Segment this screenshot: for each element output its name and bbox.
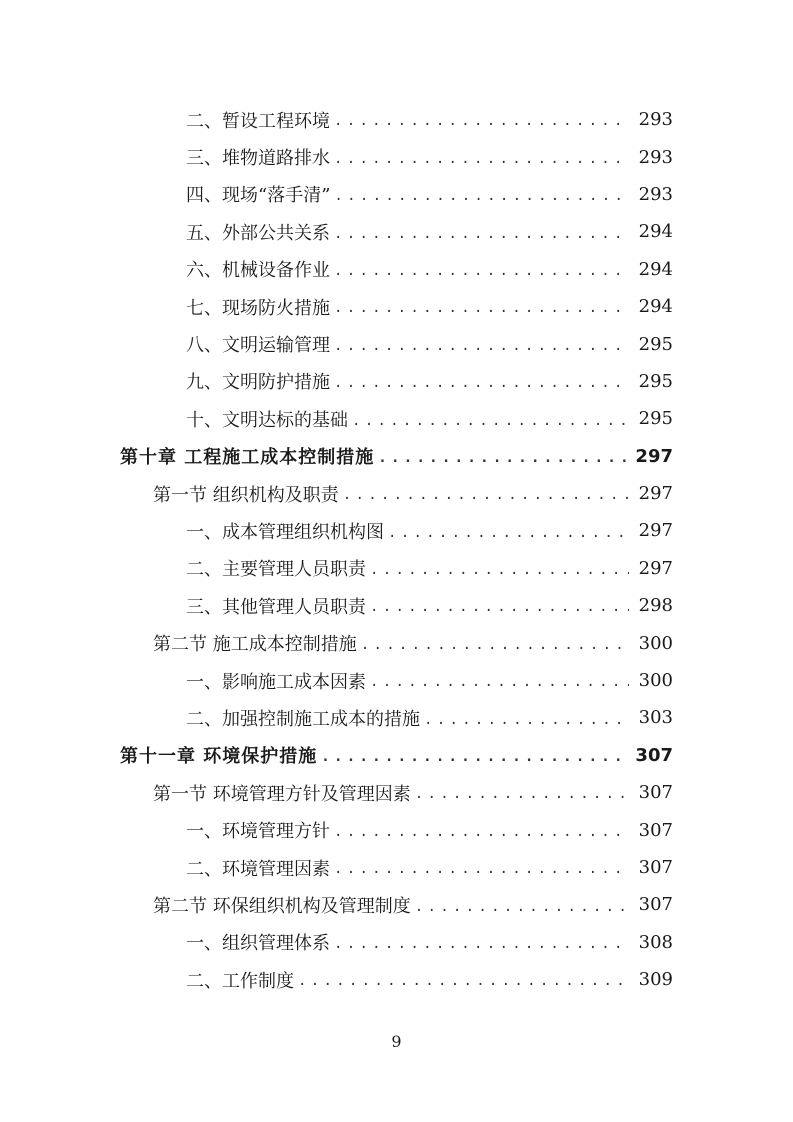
toc-leader-dots	[370, 562, 629, 587]
toc-leader-dots	[334, 861, 629, 886]
toc-leader-dots	[370, 674, 629, 699]
toc-entry-page: 294	[638, 258, 673, 280]
toc-entry[interactable]	[186, 251, 673, 288]
toc-section-title: 第一节 环境管理方针及管理因素	[153, 783, 411, 805]
toc-section-entry[interactable]	[153, 475, 673, 512]
toc-entry[interactable]	[186, 138, 673, 175]
toc-entry[interactable]	[186, 288, 673, 325]
toc-entry-title: 八、文明运输管理	[186, 335, 330, 357]
toc-section-entry[interactable]	[153, 774, 673, 811]
toc-entry-page: 303	[638, 707, 673, 729]
toc-entry-page: 298	[638, 595, 673, 617]
toc-entry-title: 三、其他管理人员职责	[186, 596, 366, 618]
toc-entry[interactable]	[186, 213, 673, 250]
toc-leader-dots	[321, 749, 629, 774]
toc-entry-page: 300	[638, 670, 673, 692]
toc-entry[interactable]	[186, 587, 673, 624]
toc-leader-dots	[378, 450, 629, 475]
toc-leader-dots	[370, 599, 629, 624]
toc-leader-dots	[334, 375, 629, 400]
toc-entry[interactable]	[186, 662, 673, 699]
toc-entry[interactable]	[186, 550, 673, 587]
toc-entry-title: 二、工作制度	[186, 970, 294, 992]
toc-entry-page: 293	[638, 183, 673, 205]
toc-entry-page: 294	[638, 296, 673, 318]
toc-leader-dots	[334, 226, 629, 251]
toc-leader-dots	[415, 899, 629, 924]
toc-section-page: 307	[638, 894, 673, 916]
toc-entry-title: 十、文明达标的基础	[186, 409, 348, 431]
toc-entry-page: 307	[638, 857, 673, 878]
toc-entry-page: 295	[638, 370, 673, 392]
toc-entry[interactable]	[186, 400, 673, 437]
toc-entry-title: 七、现场防火措施	[186, 297, 330, 319]
toc-chapter-page: 307	[635, 744, 673, 766]
toc-entry-page: 307	[638, 819, 673, 841]
toc-section-entry[interactable]	[153, 624, 673, 661]
toc-entry-title: 一、环境管理方针	[186, 821, 330, 843]
toc-entry-title: 九、文明防护措施	[186, 372, 330, 394]
toc-entry-title: 二、环境管理因素	[186, 858, 330, 880]
toc-entry[interactable]	[186, 924, 673, 961]
toc-section-title: 第二节 施工成本控制措施	[153, 634, 357, 656]
toc-chapter-page: 297	[635, 445, 673, 467]
toc-chapter-entry[interactable]	[120, 438, 673, 475]
toc-leader-dots	[424, 712, 629, 737]
toc-entry-title: 一、组织管理体系	[186, 933, 330, 955]
toc-entry-title: 二、加强控制施工成本的措施	[186, 708, 420, 730]
toc-leader-dots	[352, 413, 629, 438]
toc-section-page: 297	[638, 483, 673, 505]
toc-leader-dots	[334, 151, 629, 176]
toc-leader-dots	[388, 525, 629, 550]
toc-leader-dots	[334, 936, 629, 961]
toc-section-title: 第一节 组织机构及职责	[153, 484, 339, 506]
toc-section-page: 307	[638, 782, 673, 804]
toc-entry-title: 三、堆物道路排水	[186, 148, 330, 170]
toc-entry-page: 293	[638, 146, 673, 168]
toc-entry-page: 309	[638, 969, 673, 991]
toc-leader-dots	[334, 338, 629, 363]
toc-leader-dots	[334, 113, 629, 138]
toc-entry-title: 二、暂设工程环境	[186, 110, 330, 132]
toc-leader-dots	[334, 188, 629, 213]
toc-entry[interactable]	[186, 699, 673, 736]
toc-entry-title: 一、成本管理组织机构图	[186, 521, 384, 543]
toc-entry-title: 一、影响施工成本因素	[186, 671, 366, 693]
toc-entry[interactable]	[186, 961, 673, 998]
toc-leader-dots	[334, 824, 629, 849]
table-of-contents	[0, 101, 793, 998]
toc-entry-title: 二、主要管理人员职责	[186, 559, 366, 581]
toc-leader-dots	[361, 637, 629, 662]
toc-entry[interactable]	[186, 849, 673, 886]
toc-chapter-title: 第十一章 环境保护措施	[120, 746, 318, 768]
toc-entry-title: 六、机械设备作业	[186, 260, 330, 282]
toc-section-title: 第二节 环保组织机构及管理制度	[153, 895, 411, 917]
toc-entry-title: 四、现场“落手清”	[186, 185, 331, 207]
toc-entry[interactable]	[186, 512, 673, 549]
toc-entry-page: 295	[638, 333, 673, 355]
toc-leader-dots	[334, 300, 629, 325]
toc-entry-page: 295	[638, 408, 673, 430]
toc-chapter-title: 第十章 工程施工成本控制措施	[120, 447, 375, 469]
toc-entry-page: 294	[638, 221, 673, 243]
toc-leader-dots	[298, 973, 629, 998]
toc-entry-page: 308	[638, 931, 673, 953]
toc-entry[interactable]	[186, 101, 673, 138]
toc-entry[interactable]	[186, 811, 673, 848]
toc-section-entry[interactable]	[153, 886, 673, 923]
toc-leader-dots	[343, 487, 629, 512]
toc-chapter-entry[interactable]	[120, 737, 673, 774]
toc-entry[interactable]	[186, 325, 673, 362]
toc-entry-page: 293	[638, 109, 673, 131]
toc-entry[interactable]	[186, 363, 673, 400]
toc-leader-dots	[334, 263, 629, 288]
toc-entry-page: 297	[638, 557, 673, 579]
toc-entry[interactable]	[186, 176, 673, 213]
toc-entry-title: 五、外部公共关系	[186, 222, 330, 244]
toc-section-page: 300	[638, 632, 673, 654]
toc-entry-page: 297	[638, 520, 673, 542]
toc-leader-dots	[415, 786, 629, 811]
page-number: 9	[391, 1032, 402, 1051]
